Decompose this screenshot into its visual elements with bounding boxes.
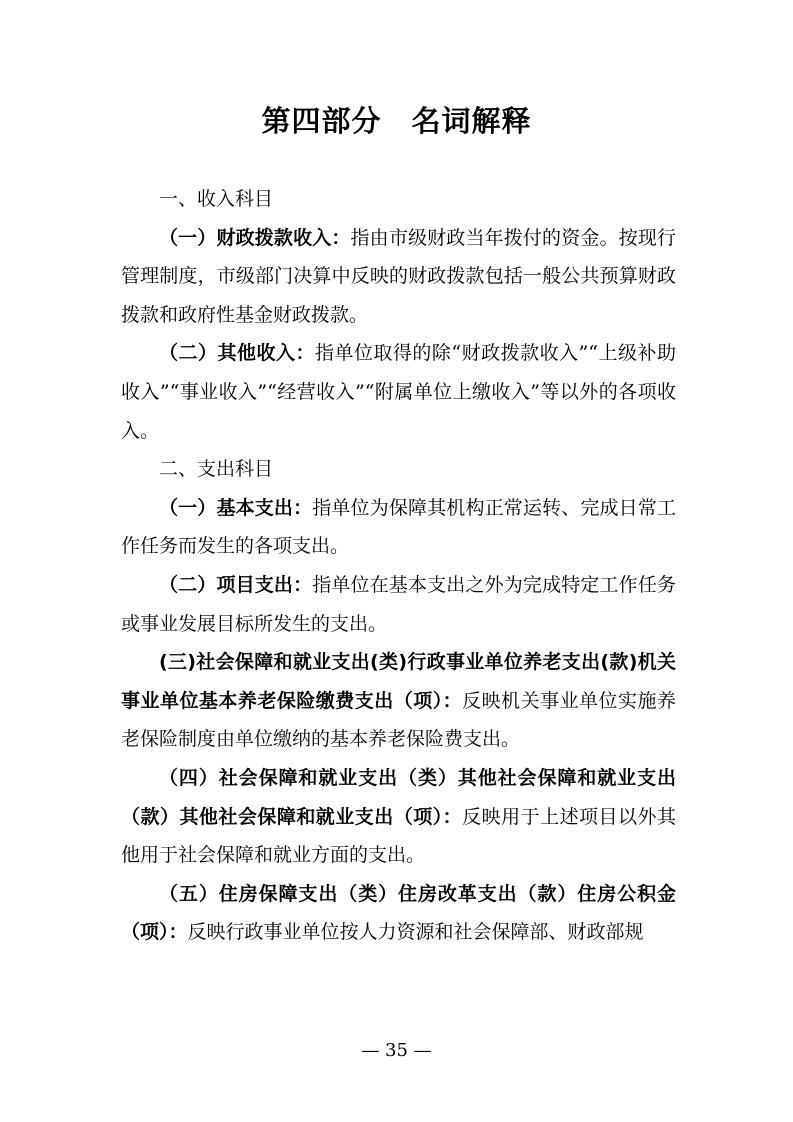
definition-text: 反映机关事业单位实施养老保险制度由单位缴纳的基本养老保险费支出。 xyxy=(121,689,676,751)
definition-text: 指单位取得的除“财政拨款收入”“上级补助收入”“事业收入”“经营收入”“附属单位上缴收入”等以外的各项收入。 xyxy=(121,342,676,442)
definition-paragraph xyxy=(121,334,676,450)
definition-paragraph xyxy=(121,875,676,952)
definition-text: 指单位在基本支出之外为完成特定工作任务或事业发展目标所发生的支出。 xyxy=(121,573,676,635)
definition-text: 反映用于上述项目以外其他用于社会保障和就业方面的支出。 xyxy=(121,805,676,867)
definition-term: （一）财政拨款收入： xyxy=(159,226,351,249)
definition-paragraph xyxy=(121,566,676,643)
definition-term: （四）社会保障和就业支出（类）其他社会保障和就业支出（款）其他社会保障和就业支出（项）： xyxy=(121,766,676,828)
definition-paragraph xyxy=(121,489,676,566)
definition-paragraph xyxy=(121,759,676,875)
definition-term: （一）基本支出： xyxy=(159,496,313,519)
definition-term: （五）住房保障支出（类）住房改革支出（款）住房公积金（项）： xyxy=(121,882,676,944)
page-title: 第四部分 名词解释 xyxy=(261,104,532,138)
section-heading-expenditure: 二、支出科目 xyxy=(159,458,274,481)
definition-term: （二）其他收入： xyxy=(159,342,315,365)
definition-term: （二）项目支出： xyxy=(159,573,313,596)
definition-text: 反映行政事业单位按人力资源和社会保障部、财政部规 xyxy=(187,921,644,944)
section-heading-income: 一、收入科目 xyxy=(159,188,274,210)
definition-text: 指单位为保障其机构正常运转、完成日常工作任务而发生的各项支出。 xyxy=(121,496,676,558)
definition-paragraph xyxy=(121,643,676,759)
document-body xyxy=(121,180,676,952)
page-number: — 35 — xyxy=(361,1040,432,1061)
definition-text: 指由市级财政当年拨付的资金。按现行管理制度，市级部门决算中反映的财政拨款包括一般公共预算财政拨款和政府性基金财政拨款。 xyxy=(121,226,676,326)
definition-term: (三)社会保障和就业支出(类)行政事业单位养老支出(款)机关事业单位基本养老保险缴费支出（项）： xyxy=(121,651,676,712)
definition-paragraph xyxy=(121,219,676,335)
